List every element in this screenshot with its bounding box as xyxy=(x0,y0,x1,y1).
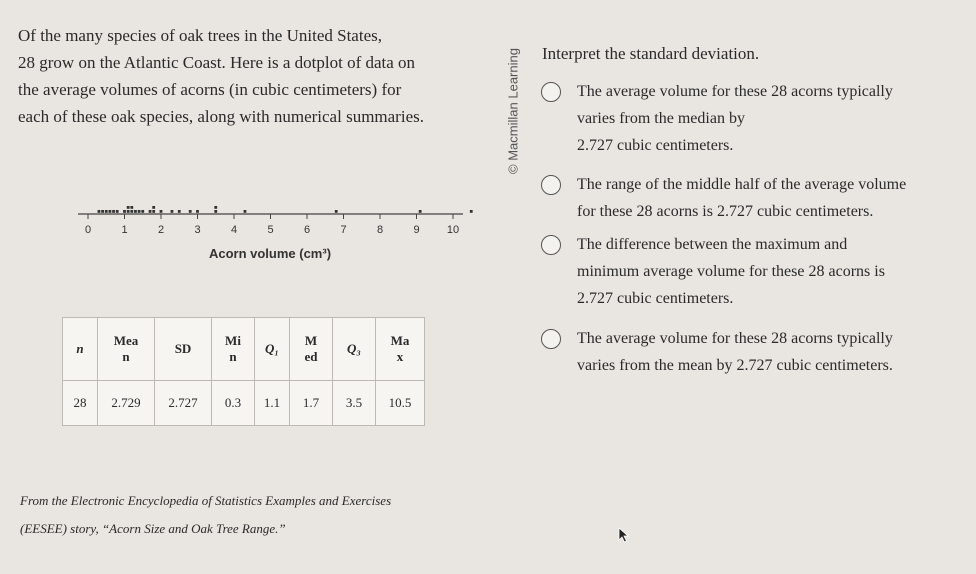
intro-line: 28 grow on the Atlantic Coast. Here is a dotplot of data on xyxy=(18,53,416,72)
table-cell: 1.7 xyxy=(290,381,333,426)
option-line: minimum average volume for these 28 acorns is xyxy=(577,263,885,280)
radio-button[interactable] xyxy=(541,175,561,195)
option-line: The difference between the maximum and xyxy=(577,236,848,253)
x-axis-label: Acorn volume (cm³) xyxy=(208,246,332,261)
source-citation xyxy=(20,487,391,543)
header-text: x xyxy=(396,349,404,364)
data-dot xyxy=(116,210,119,213)
table-cell: 1.1 xyxy=(255,381,290,426)
header-cell xyxy=(63,318,98,381)
header-text: Mea xyxy=(113,333,139,348)
table-cell: 28 xyxy=(63,381,98,426)
x-tick-label: 7 xyxy=(340,224,347,236)
intro-line: the average volumes of acorns (in cubic centimeters) for xyxy=(18,80,402,99)
option-line: varies from the median by xyxy=(577,110,745,127)
x-tick-label: 2 xyxy=(157,224,165,236)
table-header-row xyxy=(63,318,425,381)
header-cell xyxy=(212,318,255,381)
data-dot xyxy=(130,210,133,213)
option-label xyxy=(577,231,885,312)
table-cell: 3.5 xyxy=(333,381,376,426)
x-tick-label: 5 xyxy=(267,224,274,236)
summary-table xyxy=(62,317,425,426)
table-cell: 0.3 xyxy=(212,381,255,426)
header-cell xyxy=(290,318,333,381)
header-cell xyxy=(98,318,155,381)
x-tick-label: 3 xyxy=(194,224,201,236)
data-dot xyxy=(98,210,101,213)
data-dot xyxy=(101,210,104,213)
radio-button[interactable] xyxy=(541,235,561,255)
x-tick-label: 9 xyxy=(413,224,420,236)
table-cell: 2.729 xyxy=(98,381,155,426)
data-dot xyxy=(214,206,217,209)
intro-text xyxy=(18,22,488,130)
data-dot xyxy=(130,206,133,209)
data-dot xyxy=(189,210,192,213)
radio-button[interactable] xyxy=(541,329,561,349)
option-line: The average volume for these 28 acorns typically xyxy=(577,330,893,347)
data-dot xyxy=(171,210,174,213)
mouse-pointer-icon xyxy=(618,527,632,543)
header-text: M xyxy=(304,333,318,348)
header-text: n xyxy=(229,349,237,364)
data-dot xyxy=(419,210,422,213)
x-tick-label: 0 xyxy=(84,224,92,236)
header-text: ed xyxy=(304,349,318,364)
option-label xyxy=(577,171,906,225)
radio-button[interactable] xyxy=(541,82,561,102)
header-text: Q₁ xyxy=(265,341,279,356)
x-tick-label: 4 xyxy=(230,224,238,236)
header-cell xyxy=(333,318,376,381)
option-label xyxy=(577,78,893,159)
data-dot xyxy=(178,210,181,213)
x-tick-label: 8 xyxy=(376,224,384,236)
header-text: Mi xyxy=(225,333,241,348)
data-dot xyxy=(335,210,338,213)
data-dot xyxy=(149,210,152,213)
data-dot xyxy=(214,210,217,213)
source-line: From the Electronic Encyclopedia of Statistics Examples and Exercises xyxy=(20,493,392,508)
table-cell: 10.5 xyxy=(376,381,425,426)
option-line: varies from the mean by 2.727 cubic centimeters. xyxy=(577,357,893,374)
header-text: SD xyxy=(174,341,192,356)
header-text: n xyxy=(122,349,130,364)
dots xyxy=(98,206,473,213)
data-dot xyxy=(470,210,473,213)
x-tick-label: 1 xyxy=(121,224,128,236)
data-dot xyxy=(138,210,141,213)
data-dot xyxy=(109,210,112,213)
data-dot xyxy=(127,210,130,213)
data-dot xyxy=(134,210,137,213)
data-dot xyxy=(160,210,163,213)
option-line: 2.727 cubic centimeters. xyxy=(577,137,734,154)
data-dot xyxy=(152,206,155,209)
source-line: (EESEE) story, “Acorn Size and Oak Tree Range.” xyxy=(20,521,286,536)
option-line: The average volume for these 28 acorns typically xyxy=(577,83,893,100)
intro-line: Of the many species of oak trees in the United States, xyxy=(18,26,382,45)
data-dot xyxy=(112,210,115,213)
watermark-text: © Macmillan Learning xyxy=(505,47,521,174)
table-row xyxy=(63,381,425,426)
watermark xyxy=(503,28,523,193)
option-label xyxy=(577,325,893,379)
option-line: for these 28 acorns is 2.727 cubic centimeters. xyxy=(577,203,874,220)
data-dot xyxy=(152,210,155,213)
header-text: Q₃ xyxy=(347,341,361,356)
table-cell: 2.727 xyxy=(155,381,212,426)
data-dot xyxy=(244,210,247,213)
data-dot xyxy=(141,210,144,213)
header-text: n xyxy=(76,341,84,356)
header-cell xyxy=(376,318,425,381)
data-dot xyxy=(123,210,126,213)
data-dot xyxy=(127,206,130,209)
x-axis-ticks xyxy=(85,214,459,236)
question-prompt: Interpret the standard deviation. xyxy=(542,44,760,63)
option-line: 2.727 cubic centimeters. xyxy=(577,290,734,307)
option-line: The range of the middle half of the average volume xyxy=(577,176,907,193)
intro-line: each of these oak species, along with numerical summaries. xyxy=(18,107,424,126)
dotplot xyxy=(60,172,480,267)
x-tick-label: 10 xyxy=(446,224,460,236)
x-tick-label: 6 xyxy=(303,224,311,236)
data-dot xyxy=(196,210,199,213)
header-cell xyxy=(155,318,212,381)
header-text: Ma xyxy=(390,333,410,348)
data-dot xyxy=(105,210,108,213)
header-cell xyxy=(255,318,290,381)
